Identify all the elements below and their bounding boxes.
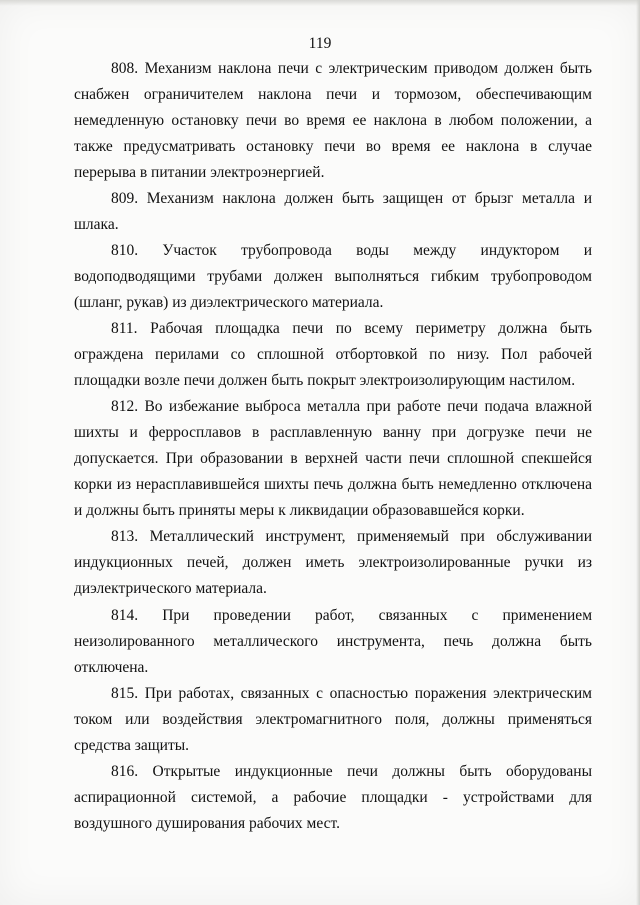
paragraph-810: 810. Участок трубопровода воды между индуктором и водоподводящими трубами должен выполняться гибким трубопроводом (шланг, рукав) из диэлектрического материала. [74,242,592,312]
document-body [74,56,592,837]
paragraph-812: 812. Во избежание выброса металла при работе печи подача влажной шихты и ферросплавов в расплавленную ванну при догрузке печи не допускается. При образовании в верхней части печи сплошной спекшейся корки из нерасплавившейся шихты печь должна быть немедленно отключена и должны быть приняты меры к ликвидации образовавшейся корки. [74,398,592,520]
paragraph-815: 815. При работах, связанных с опасностью поражения электрическим током или воздействия электромагнитного поля, должны применяться средства защиты. [74,684,592,754]
scan-edge-right [636,0,640,905]
paragraph-816: 816. Открытые индукционные печи должны быть оборудованы аспирационной системой, а рабочие площадки - устройствами для воздушного душирования рабочих мест. [74,762,592,832]
paragraph-808: 808. Механизм наклона печи с электрическим приводом должен быть снабжен ограничителем наклона печи и тормозом, обеспечивающим немедленную остановку печи во время ее наклона в любом положении, а также предусматривать остановку печи во время ее наклона в случае перерыва в питании электроэнергией. [74,60,592,181]
paragraph-814: 814. При проведении работ, связанных с применением неизолированного металлического инструмента, печь должна быть отключена. [74,606,592,676]
paragraph-811: 811. Рабочая площадка печи по всему периметру должна быть ограждена перилами со сплошной отбортовкой по низу. Пол рабочей площадки возле печи должен быть покрыт электроизолирующим настилом. [74,320,592,390]
scan-edge-top [0,0,640,6]
paragraph-809: 809. Механизм наклона должен быть защищен от брызг металла и шлака. [74,190,592,234]
page-number: 119 [308,35,332,52]
paragraph-813: 813. Металлический инструмент, применяемый при обслуживании индукционных печей, должен иметь электроизолированные ручки из диэлектрического материала. [74,528,592,598]
